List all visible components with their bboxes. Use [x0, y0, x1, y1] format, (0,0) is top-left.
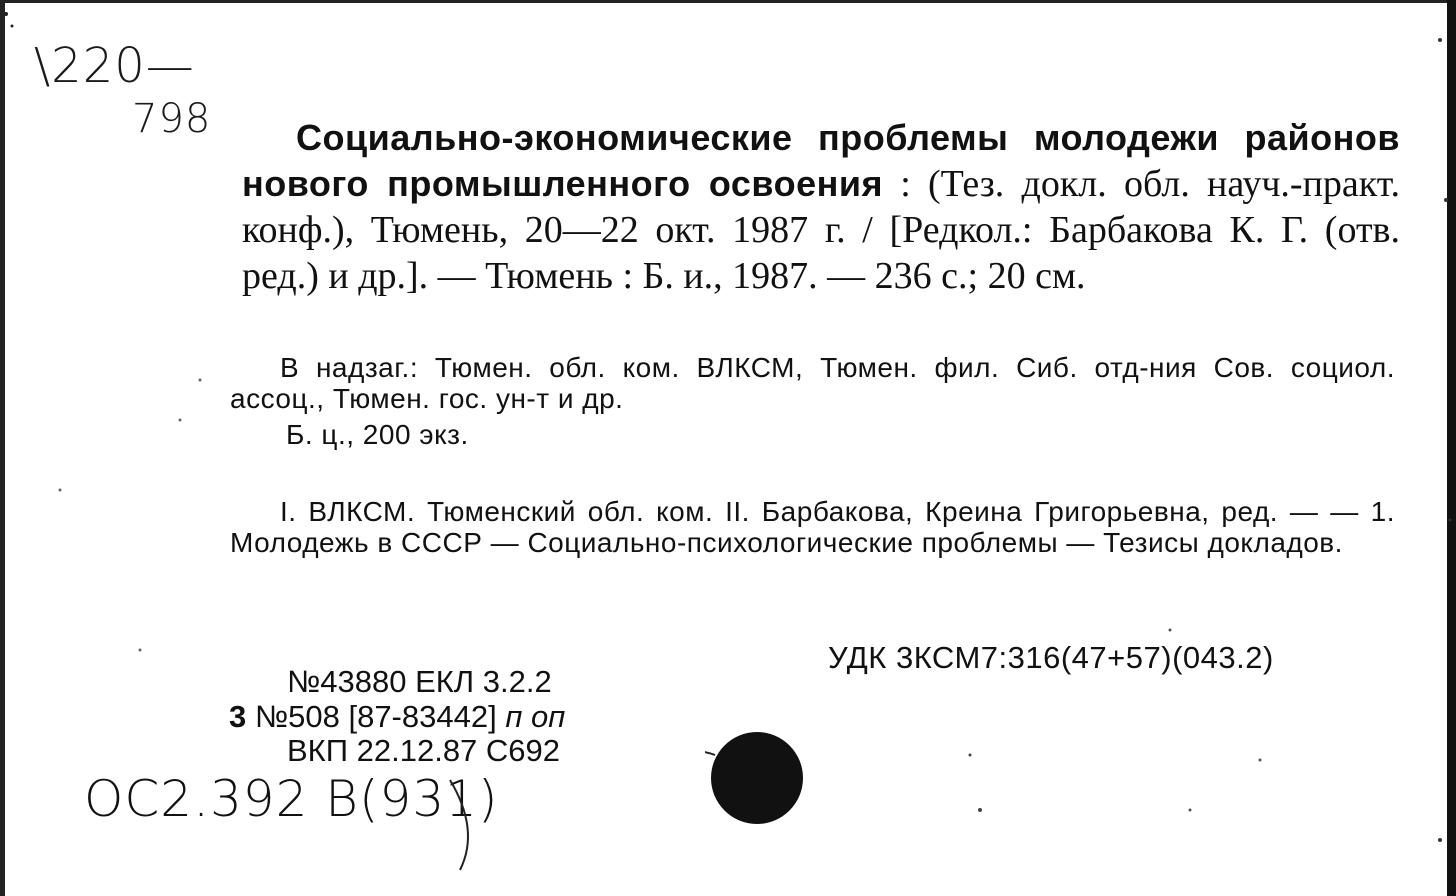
handwritten-shelf-mark-bottom: ОС2.392 В(931): [84, 770, 499, 828]
catalog-number-line: №43880 ЕКЛ 3.2.2: [287, 664, 552, 699]
price-and-print-run: Б. ц., 200 экз.: [286, 419, 469, 450]
udk-code: УДК 3КСМ7:316(47+57)(043.2): [828, 640, 1274, 675]
order-suffix: п оп: [505, 699, 566, 734]
book-title: Социально-экономические проблемы молодежи районов нового промышленного освоения: [242, 117, 1400, 204]
publication-details: : (Тез. докл. обл. науч.-практ. конф.), Тюмень, 20—22 окт. 1987 г. / [Редкол.: Барбакова К. Г. (отв. ред.) и др.]. — Тюмень : Б. и., 1987. — 236 с.; 20 см.: [242, 163, 1400, 297]
vkp-line: ВКП 22.12.87 С692: [287, 733, 561, 768]
order-prefix: 3: [229, 699, 247, 734]
header-note-text: В надзаг.: Тюмен. обл. ком. ВЛКСМ, Тюмен. фил. Сиб. отд-ния Сов. социол. ассоц., Тюмен. гос. ун-т и др.: [230, 352, 1395, 414]
handwritten-shelf-mark-number: 798: [132, 96, 212, 142]
handwritten-shelf-mark-top: \220—: [34, 38, 195, 94]
index-terms-text: I. ВЛКСМ. Тюменский обл. ком. II. Барбакова, Креина Григорьевна, ред. — — 1. Молодежь в СССР — Социально-психологические проблемы — Тезисы докладов.: [230, 496, 1395, 558]
order-number: №508 [87-83442]: [254, 699, 506, 734]
